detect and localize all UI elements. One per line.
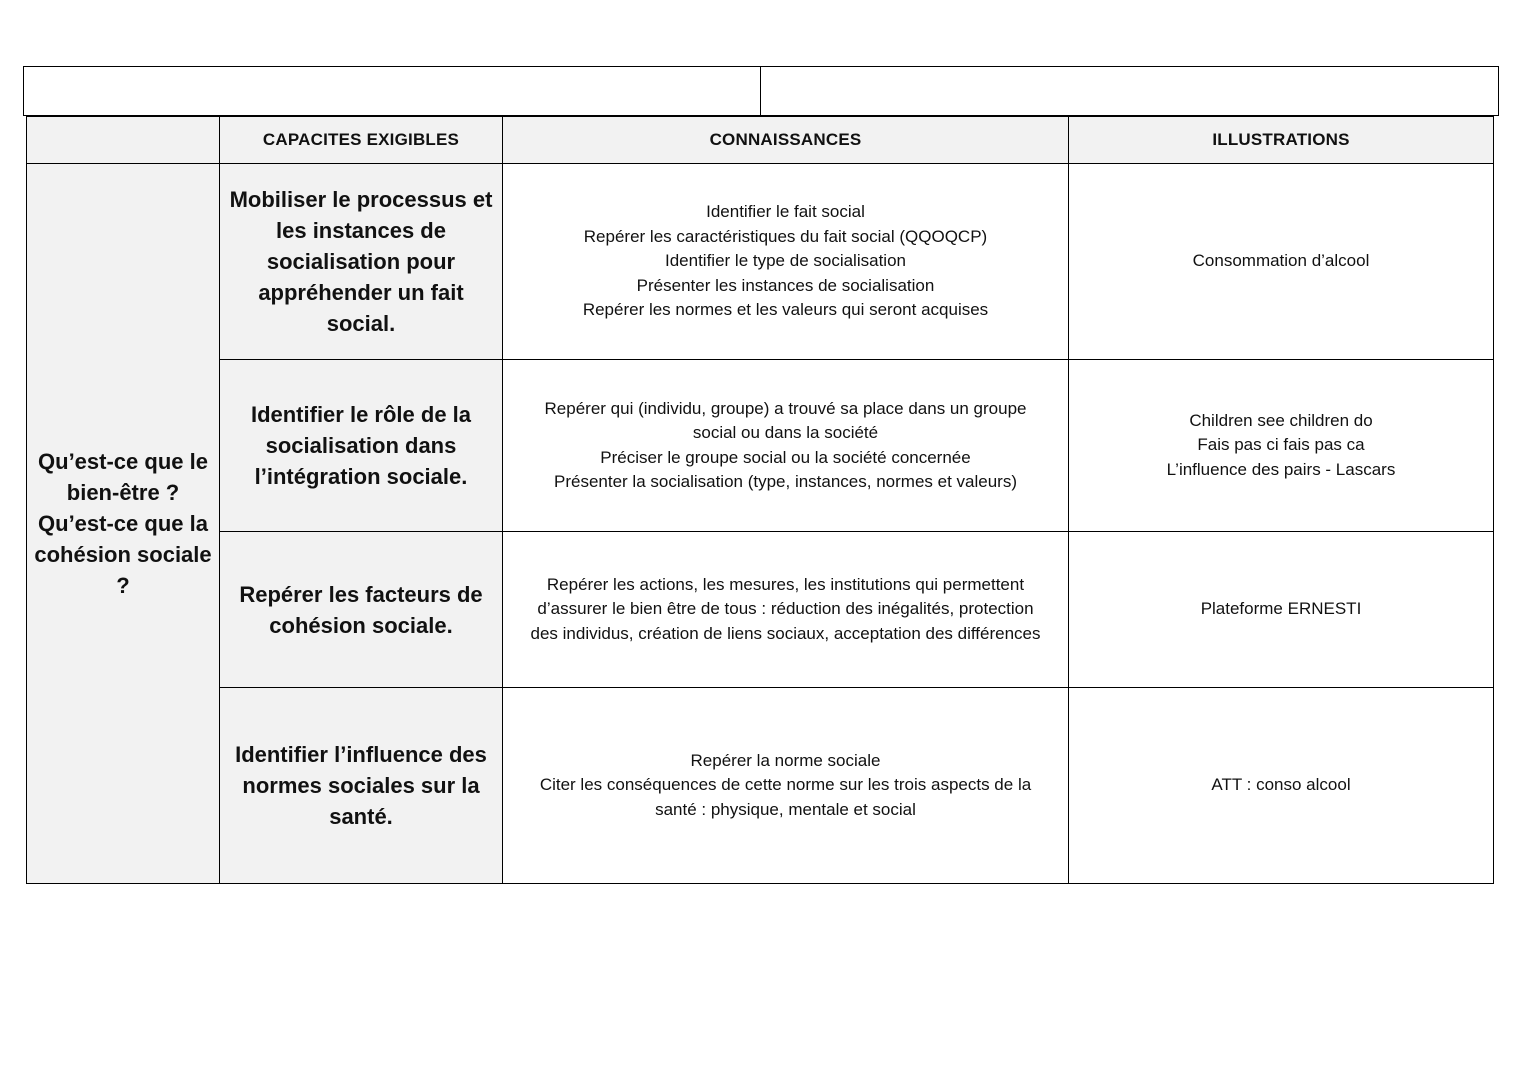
- knowledge-line: Présenter la socialisation (type, instances, normes et valeurs): [554, 472, 1017, 491]
- capacity-line: appréhender un fait: [258, 280, 464, 305]
- illustration-line: Consommation d’alcool: [1192, 251, 1370, 271]
- capacity-cell: [220, 360, 503, 532]
- capacity-line: cohésion sociale.: [269, 612, 453, 638]
- table-row: [27, 360, 1494, 532]
- capacity-cell: [220, 688, 503, 884]
- header-connaissances: CONNAISSANCES: [503, 117, 1069, 164]
- capacity-line: socialisation pour: [266, 249, 456, 274]
- knowledge-line: Repérer les normes et les valeurs qui seront acquises: [582, 300, 989, 320]
- capacity-line: Identifier l’influence des: [235, 742, 487, 767]
- illustration-cell: [1069, 688, 1494, 884]
- knowledge-cell: [503, 164, 1069, 360]
- knowledge-line: Repérer les caractéristiques du fait social (QQOQCP): [583, 226, 988, 246]
- capacity-line: santé.: [329, 804, 393, 829]
- knowledge-line: Citer les conséquences de cette norme sur les trois aspects de la: [539, 775, 1032, 795]
- table-row: [27, 164, 1494, 360]
- knowledge-line: des individus, création de liens sociaux, acceptation des différences: [530, 623, 1041, 643]
- illustration-line: L’influence des pairs - Lascars: [1166, 459, 1396, 479]
- capacity-line: les instances de: [276, 218, 446, 243]
- theme-line: cohésion sociale: [34, 542, 212, 567]
- knowledge-line: Repérer la norme sociale: [690, 750, 881, 770]
- capacity-line: Identifier le rôle de la: [250, 402, 472, 427]
- knowledge-cell: [503, 360, 1069, 532]
- theme-line: ?: [116, 573, 130, 598]
- knowledge-line: Identifier le fait social: [706, 202, 865, 222]
- header-row: [27, 117, 1494, 164]
- knowledge-line: d’assurer le bien être de tous : réduction des inégalités, protection: [537, 599, 1034, 619]
- header-capacites: CAPACITES EXIGIBLES: [220, 117, 503, 164]
- knowledge-cell: [503, 532, 1069, 688]
- knowledge-line: Repérer les actions, les mesures, les institutions qui permettent: [546, 574, 1025, 594]
- capacity-line: Repérer les facteurs de: [239, 581, 483, 607]
- knowledge-line: Présenter les instances de socialisation: [636, 275, 935, 295]
- illustration-line: ATT : conso alcool: [1211, 775, 1351, 795]
- header-blank: [27, 117, 220, 164]
- knowledge-line: santé : physique, mentale et social: [655, 799, 916, 819]
- illustration-cell: [1069, 360, 1494, 532]
- theme-line: Qu’est-ce que le: [38, 449, 208, 474]
- knowledge-cell: [503, 688, 1069, 884]
- theme-line: Qu’est-ce que la: [38, 511, 208, 536]
- table-row: [27, 688, 1494, 884]
- top-header-cell-right: [761, 67, 1498, 115]
- capacity-cell: [220, 164, 503, 360]
- curriculum-table: [26, 116, 1494, 884]
- knowledge-line: Identifier le type de socialisation: [665, 251, 906, 271]
- top-header-cell-left: [24, 67, 761, 115]
- header-illustrations: ILLUSTRATIONS: [1069, 117, 1494, 164]
- knowledge-line: Repérer qui (individu, groupe) a trouvé sa place dans un groupe: [544, 398, 1027, 418]
- capacity-line: l’intégration sociale.: [254, 464, 468, 489]
- illustration-line: Fais pas ci fais pas ca: [1197, 435, 1365, 455]
- top-header-box: [23, 66, 1499, 116]
- capacity-line: socialisation dans: [265, 433, 457, 458]
- theme-cell: [27, 164, 220, 884]
- knowledge-line: social ou dans la société: [692, 423, 879, 442]
- capacity-line: normes sociales sur la: [242, 773, 480, 798]
- illustration-line: Plateforme ERNESTI: [1200, 599, 1362, 619]
- knowledge-line: Préciser le groupe social ou la société concernée: [600, 447, 971, 467]
- capacity-cell: [220, 532, 503, 688]
- theme-line: bien-être ?: [66, 480, 180, 505]
- illustration-cell: [1069, 532, 1494, 688]
- table-row: [27, 532, 1494, 688]
- capacity-line: Mobiliser le processus et: [229, 187, 493, 212]
- capacity-line: social.: [326, 311, 396, 336]
- illustration-cell: [1069, 164, 1494, 360]
- illustration-line: Children see children do: [1189, 410, 1373, 430]
